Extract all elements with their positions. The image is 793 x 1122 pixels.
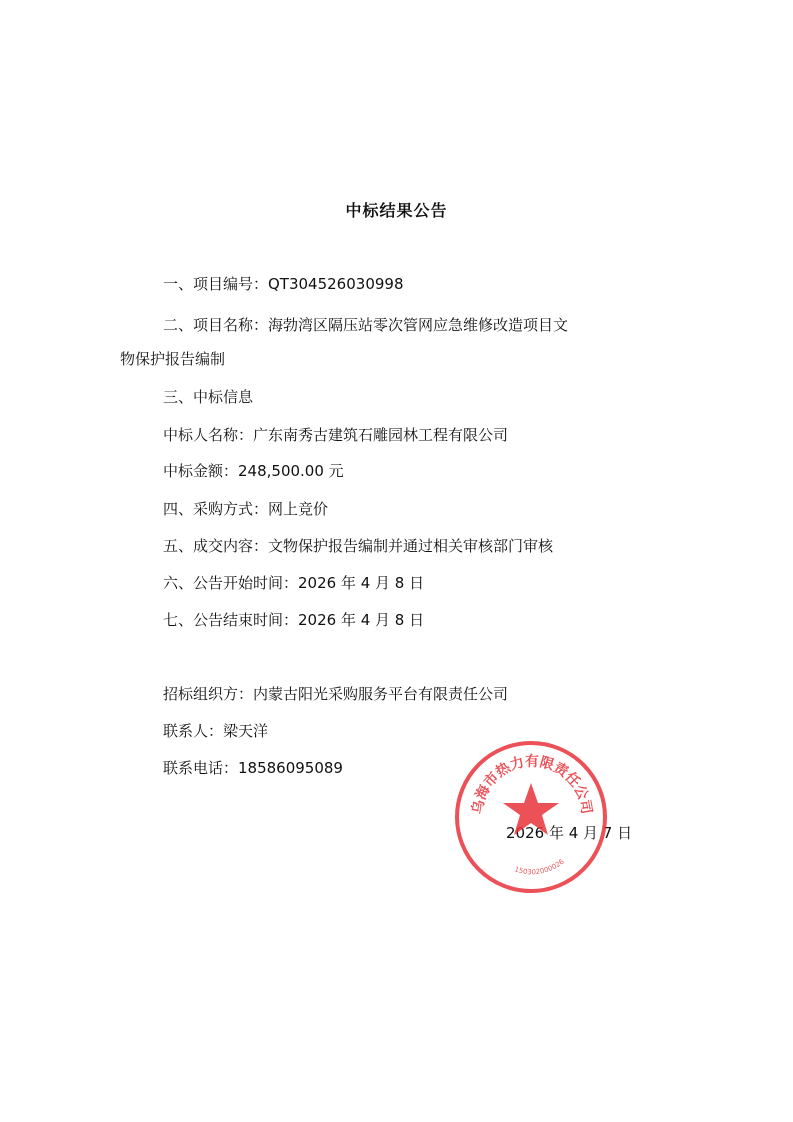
procurement-method: 四、采购方式：网上竞价 [163, 500, 329, 518]
announcement-start-time: 六、公告开始时间：2026 年 4 月 8 日 [163, 574, 425, 592]
announcement-end-time: 七、公告结束时间：2026 年 4 月 8 日 [163, 611, 425, 629]
tendering-agency: 招标组织方：内蒙古阳光采购服务平台有限责任公司 [163, 685, 509, 703]
deal-content: 五、成交内容：文物保护报告编制并通过相关审核部门审核 [163, 537, 554, 555]
seal-code: 150302000026 [513, 857, 566, 877]
svg-text:150302000026 [513, 857, 566, 876]
project-name-line-1: 二、项目名称：海勃湾区隔压站零次管网应急维修改造项目文 [163, 316, 569, 334]
company-seal-stamp [451, 737, 611, 897]
award-info-heading: 三、中标信息 [163, 388, 254, 406]
announcement-date: 2026 年 4 月 7 日 [506, 824, 633, 842]
award-amount: 中标金额：248,500.00 元 [163, 462, 344, 480]
contact-phone: 联系电话：18586095089 [163, 759, 343, 777]
seal-name: 乌海市热力有限责任公司 [469, 753, 595, 816]
winner-name: 中标人名称：广东南秀古建筑石雕园林工程有限公司 [163, 426, 509, 444]
project-number: 一、项目编号：QT304526030998 [163, 275, 404, 293]
contact-person: 联系人：梁天洋 [163, 722, 269, 740]
project-name-line-2: 物保护报告编制 [120, 350, 226, 368]
page-title: 中标结果公告 [345, 201, 448, 220]
